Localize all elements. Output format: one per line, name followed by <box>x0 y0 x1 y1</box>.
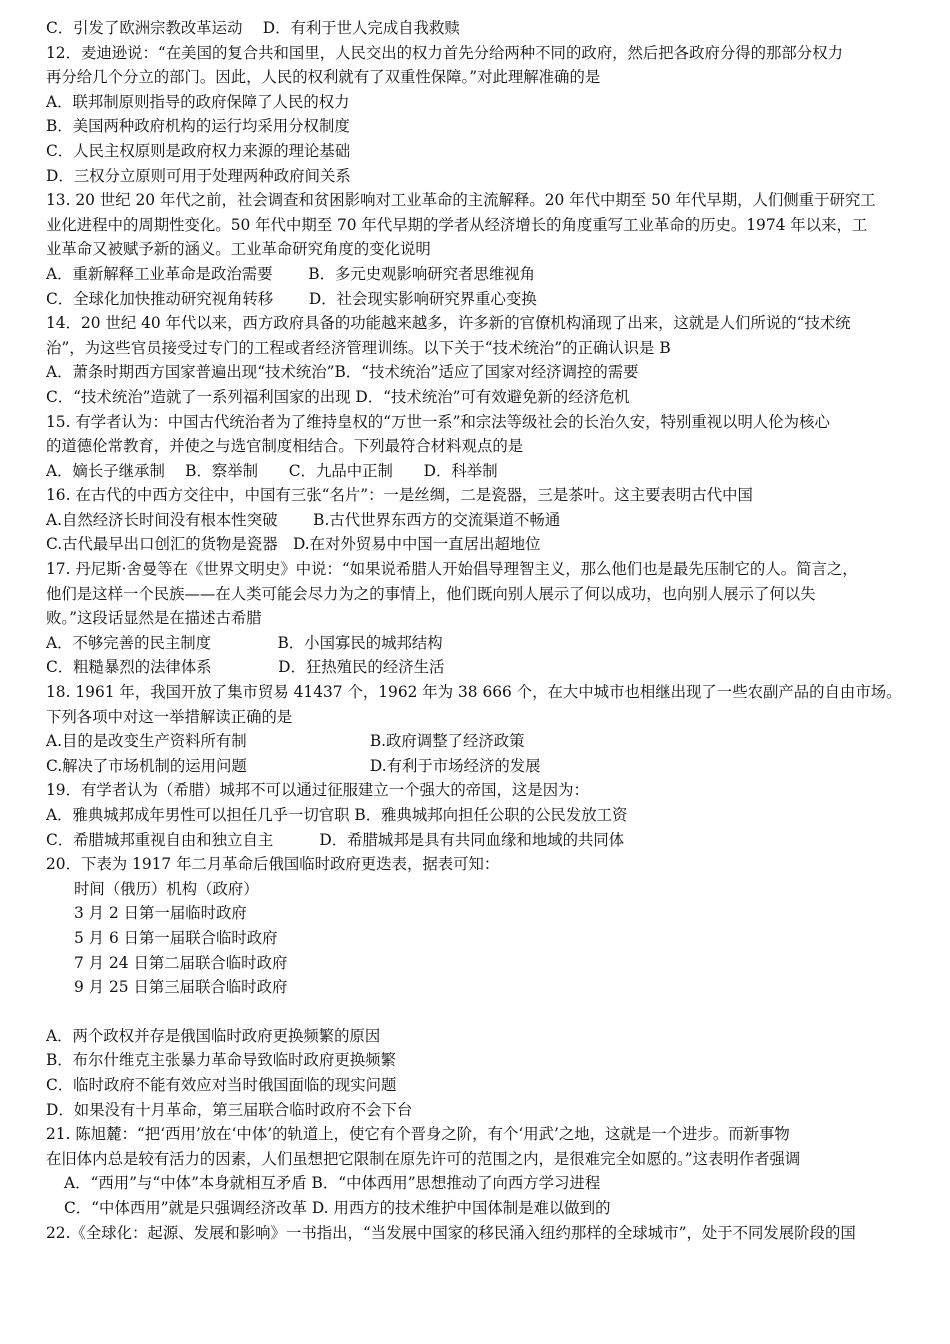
text-line: 败。”这段话显然是在描述古希腊 <box>46 609 262 628</box>
question-19-stem: 19．有学者认为（希腊）城邦不可以通过征服建立一个强大的帝国，这是因为： <box>46 781 589 800</box>
spacer <box>46 1000 910 1024</box>
question-21-stem: 21. 陈旭麓：“把‘西用’放在‘中体’的轨道上，使它有个晋身之阶，有个‘用武’之地，这就是一个进步。而新事物 <box>46 1125 790 1144</box>
option-line: A．萧条时期西方国家普遍出现“技术统治”B．“技术统治”适应了国家对经济调控的需要 <box>46 363 639 382</box>
option-line: D．三权分立原则可用于处理两种政府间关系 <box>46 166 351 185</box>
option-line: C．全球化加快推动研究视角转移 D．社会现实影响研究界重心变换 <box>46 289 537 308</box>
option-line: B．布尔什维克主张暴力革命导致临时政府更换频繁 <box>46 1051 396 1070</box>
question-13-stem: 13. 20 世纪 20 年代之前，社会调查和贫困影响对工业革命的主流解释。20 年代中期至 50 年代早期，人们侧重于研究工 <box>46 191 876 210</box>
question-20-stem: 20．下表为 1917 年二月革命后俄国临时政府更迭表，据表可知： <box>46 855 500 874</box>
option-line: D．如果没有十月革命，第三届联合临时政府不会下台 <box>46 1100 413 1119</box>
option-line: C.解决了市场机制的运用问题 D.有利于市场经济的发展 <box>46 756 541 775</box>
option-line: C．人民主权原则是政府权力来源的理论基础 <box>46 141 351 160</box>
question-12-stem: 12．麦迪逊说：“在美国的复合共和国里，人民交出的权力首先分给两种不同的政府，然后把各政府分得的那部分权力 <box>46 43 843 62</box>
question-14-stem: 14．20 世纪 40 年代以来，西方政府具备的功能越来越多，许多新的官僚机构涌现了出来，这就是人们所说的“技术统 <box>46 314 851 333</box>
table-row: 9 月 25 日第三届联合临时政府 <box>74 978 288 997</box>
option-line: A．雅典城邦成年男性可以担任几乎一切官职 B．雅典城邦向担任公职的公民发放工资 <box>46 806 628 824</box>
text-line: 他们是这样一个民族——在人类可能会尽力为之的事情上，他们既向别人展示了何以成功，也向别人展示了何以失 <box>46 584 816 603</box>
option-line: C．“技术统治”造就了一系列福利国家的出现 D．“技术统治”可有效避免新的经济危机 <box>46 387 630 406</box>
question-17-stem: 17. 丹尼斯·舍曼等在《世界文明史》中说：“如果说希腊人开始倡导理智主义，那么他们也是最先压制它的人。简言之， <box>46 560 858 579</box>
text-line: 在旧体内总是较有活力的因素，人们虽想把它限制在原先许可的范围之内，是很难完全如愿的。”这表明作者强调 <box>46 1149 801 1168</box>
option-line: B．美国两种政府机构的运行均采用分权制度 <box>46 117 350 136</box>
option-line: C．“中体西用”就是只强调经济改革 D. 用西方的技术维护中国体制是难以做到的 <box>64 1198 611 1217</box>
option-line: A．“西用”与“中体”本身就相互矛盾 B．“中体西用”思想推动了向西方学习进程 <box>64 1174 601 1193</box>
text-line: 下列各项中对这一举措解读正确的是 <box>46 707 293 726</box>
option-line: A.目的是改变生产资料所有制 B.政府调整了经济政策 <box>46 732 525 751</box>
option-line: A．重新解释工业革命是政治需要 B．多元史观影响研究者思维视角 <box>46 264 536 283</box>
government-table <box>46 877 910 1000</box>
question-18-stem: 18. 1961 年，我国开放了集市贸易 41437 个，1962 年为 38 666 个，在大中城市也相继出现了一些农副产品的自由市场。 <box>46 683 902 702</box>
table-row: 5 月 6 日第一届联合临时政府 <box>74 928 278 947</box>
text-line: 的道德伦常教育，并使之与选官制度相结合。下列最符合材料观点的是 <box>46 437 524 456</box>
table-header: 时间（俄历）机构（政府） <box>74 879 259 898</box>
option-line: A．嫡长子继承制 B．察举制 C．九品中正制 D．科举制 <box>46 461 498 480</box>
table-row: 3 月 2 日第一届临时政府 <box>74 904 247 923</box>
option-line: A．两个政权并存是俄国临时政府更换频繁的原因 <box>46 1026 381 1045</box>
table-row: 7 月 24 日第二届联合临时政府 <box>74 953 288 972</box>
text-line: 治”，为这些官员接受过专门的工程或者经济管理训练。以下关于“技术统治”的正确认识是 B <box>46 338 671 357</box>
question-15-stem: 15. 有学者认为：中国古代统治者为了维持皇权的“万世一系”和宗法等级社会的长治久安，特别重视以明人伦为核心 <box>46 412 830 431</box>
option-line: A．不够完善的民主制度 B．小国寡民的城邦结构 <box>46 633 443 652</box>
option-line: A．联邦制原则指导的政府保障了人民的权力 <box>46 92 350 111</box>
text-line: 业化进程中的周期性变化。50 年代中期至 70 年代早期的学者从经济增长的角度重写工业革命的历史。1974 年以来，工 <box>46 215 868 234</box>
text-line: 再分给几个分立的部门。因此，人民的权利就有了双重性保障。”对此理解准确的是 <box>46 68 601 87</box>
question-16-stem: 16. 在古代的中西方交往中，中国有三张“名片”：一是丝绸，二是瓷器，三是茶叶。这主要表明古代中国 <box>46 486 753 505</box>
option-line: A.自然经济长时间没有根本性突破 B.古代世界东西方的交流渠道不畅通 <box>46 510 561 529</box>
text-line: C．引发了欧洲宗教改革运动 D．有利于世人完成自我救赎 <box>46 19 460 37</box>
option-line: C．粗糙暴烈的法律体系 D．狂热殖民的经济生活 <box>46 658 445 677</box>
option-line: C．希腊城邦重视自由和独立自主 D．希腊城邦是具有共同血缘和地域的共同体 <box>46 830 625 849</box>
option-line: C.古代最早出口创汇的货物是瓷器 D.在对外贸易中中国一直居出超地位 <box>46 535 541 554</box>
question-22-stem: 22.《全球化：起源、发展和影响》一书指出，“当发展中国家的移民涌入纽约那样的全球城市”，处于不同发展阶段的国 <box>46 1223 856 1242</box>
text-line: 业革命又被赋予新的涵义。工业革命研究角度的变化说明 <box>46 240 431 259</box>
option-line: C．临时政府不能有效应对当时俄国面临的现实问题 <box>46 1075 397 1094</box>
